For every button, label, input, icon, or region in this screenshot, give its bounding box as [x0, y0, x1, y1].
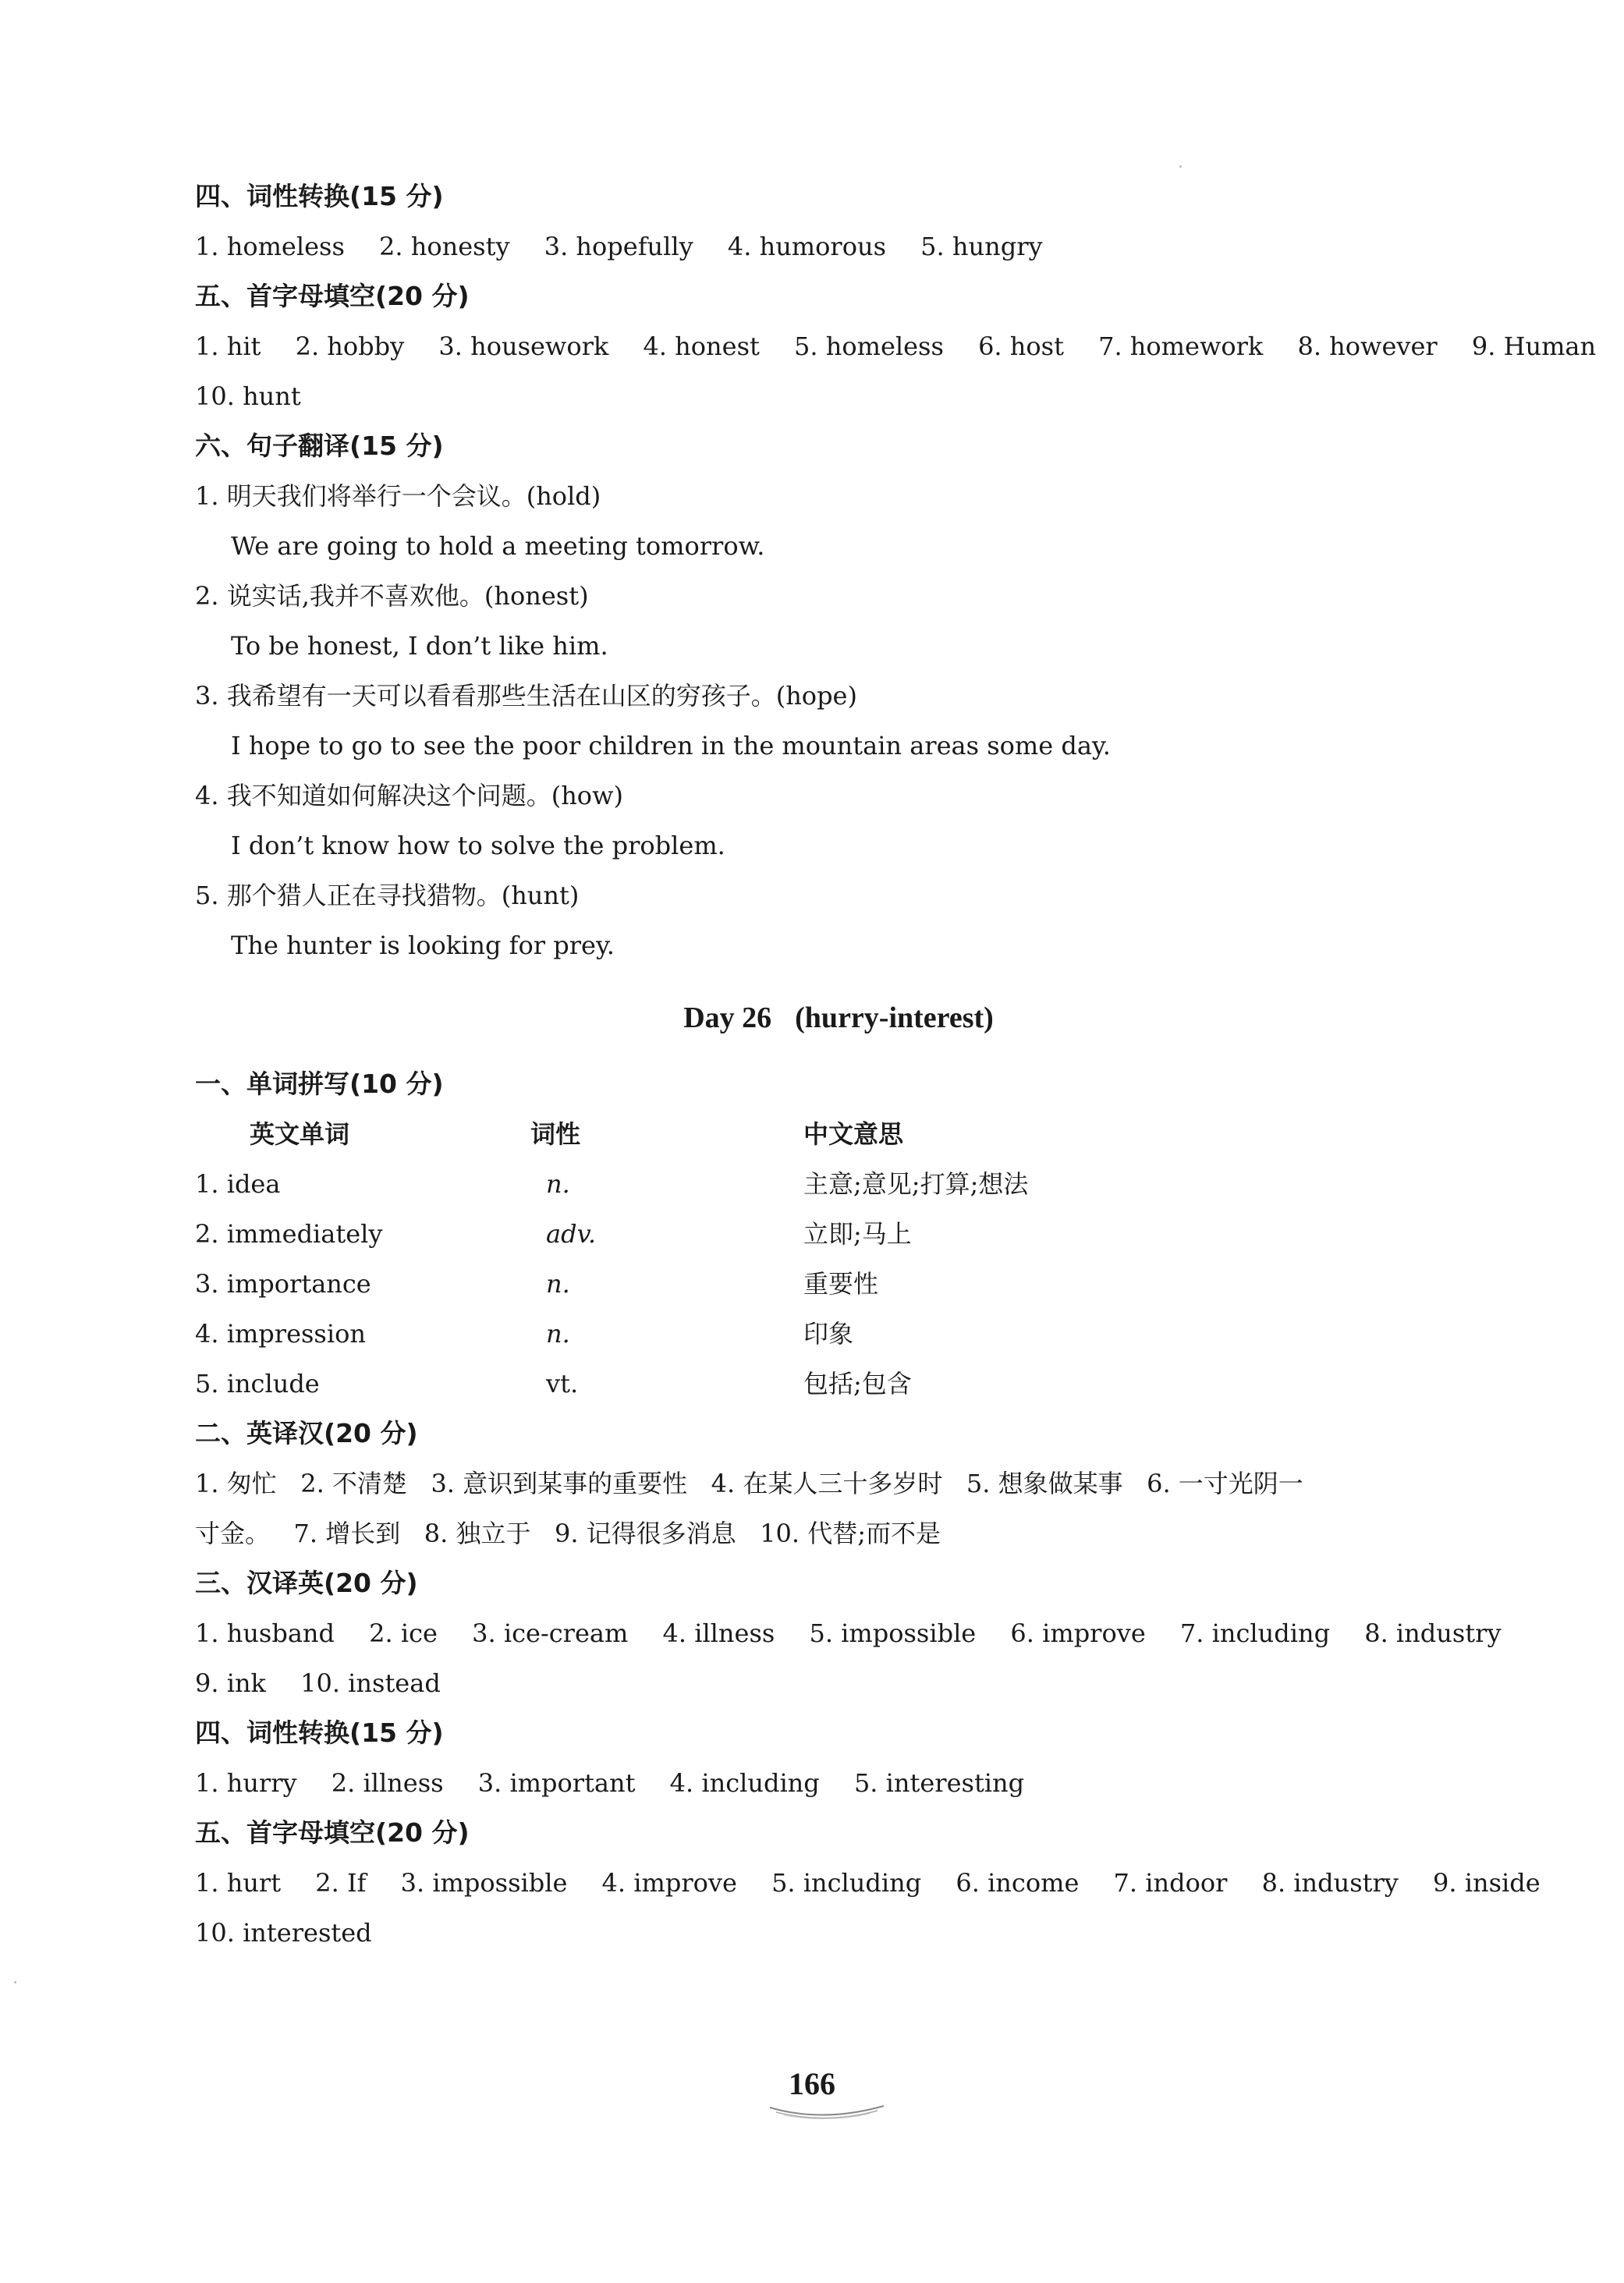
answer-item: 10. interested [195, 1918, 372, 1948]
translation-question: 3. 我希望有一天可以看看那些生活在山区的穷孩子。(hope) [195, 681, 857, 711]
answer-item: 2. honesty [379, 232, 510, 261]
answer-item: 6. income [956, 1868, 1080, 1898]
answer-item: 10. hunt [195, 381, 301, 411]
pos-cell: n. [546, 1319, 570, 1349]
translation-answer: The hunter is looking for prey. [231, 931, 615, 960]
section-heading-translation: 六、句子翻译(15 分) [195, 431, 444, 461]
answer-item: 4. illness [662, 1618, 775, 1648]
meaning-cell: 包括;包含 [803, 1369, 912, 1399]
answer-item: 5. impossible [809, 1618, 977, 1648]
answer-item: 9. inside [1433, 1868, 1541, 1898]
translation-entry [195, 771, 1482, 870]
translation-entry [195, 471, 1482, 571]
column-header-pos: 词性 [530, 1119, 581, 1149]
answer-item: 9. Human [1471, 331, 1597, 361]
day-title [195, 991, 1482, 1045]
vocabulary-table [195, 1109, 1482, 1409]
word-cell: 4. impression [195, 1319, 366, 1349]
vocabulary-table-header [195, 1109, 1482, 1159]
section-heading-cn-to-en: 三、汉译英(20 分) [195, 1568, 418, 1598]
answer-item: 1. homeless [195, 232, 345, 261]
answer-item: 8. industry [1364, 1618, 1502, 1648]
meaning-cell: 主意;意见;打算;想法 [803, 1169, 1029, 1199]
translation-question: 2. 说实话,我并不喜欢他。(honest) [195, 581, 589, 611]
answer-item: 4. humorous [727, 232, 886, 261]
meaning-cell: 立即;马上 [803, 1219, 912, 1249]
scan-speck [1179, 165, 1182, 168]
answer-item: 5. including [771, 1868, 922, 1898]
column-header-english: 英文单词 [250, 1119, 350, 1149]
answer-item: 4. honest [643, 331, 760, 361]
answer-item: 2. If [315, 1868, 367, 1898]
section-heading-initial-fill-top: 五、首字母填空(20 分) [195, 281, 470, 311]
answer-item: 1. hit [195, 331, 261, 361]
table-row [195, 1309, 1482, 1359]
page-number-swoosh-icon [768, 2103, 885, 2123]
word-form-answers [195, 1758, 1482, 1808]
day-label: Day 26 [683, 1001, 772, 1034]
section-heading-en-to-cn: 二、英译汉(20 分) [195, 1418, 418, 1448]
section-heading-spelling: 一、单词拼写(10 分) [195, 1069, 444, 1099]
answer-item: 2. ice [369, 1618, 438, 1648]
answer-item: 3. ice-cream [472, 1618, 629, 1648]
answer-item: 7. homework [1098, 331, 1264, 361]
en-to-cn-answers-line1: 1. 匆忙 2. 不清楚 3. 意识到某事的重要性 4. 在某人三十多岁时 5. 想象做某事 6. 一寸光阴一 [195, 1469, 1303, 1498]
initial-fill-answers-line2 [195, 1908, 1482, 1958]
day-range: (hurry-interest) [795, 1001, 994, 1034]
answer-item: 6. host [978, 331, 1064, 361]
pos-cell: n. [546, 1269, 570, 1299]
answer-item: 3. important [477, 1768, 636, 1798]
word-cell: 3. importance [195, 1269, 371, 1299]
translation-entry [195, 671, 1482, 771]
word-cell: 1. idea [195, 1169, 281, 1199]
section-heading-word-form: 四、词性转换(15 分) [195, 1718, 444, 1748]
answer-item: 1. hurt [195, 1868, 282, 1898]
en-to-cn-answers-line2: 寸金。 7. 增长到 8. 独立于 9. 记得很多消息 10. 代替;而不是 [195, 1519, 941, 1548]
page-number: 166 [789, 2066, 835, 2101]
table-row [195, 1259, 1482, 1309]
answer-item: 9. ink [195, 1668, 266, 1698]
scan-speck [14, 1981, 16, 1983]
answer-item: 10. instead [300, 1668, 441, 1698]
table-row [195, 1359, 1482, 1409]
translation-answer: To be honest, I don’t like him. [231, 631, 608, 661]
translation-answer: We are going to hold a meeting tomorrow. [231, 531, 765, 561]
answer-item: 5. interesting [853, 1768, 1025, 1798]
section-heading-word-form-top: 四、词性转换(15 分) [195, 181, 444, 211]
answer-key-page [195, 172, 1597, 1958]
translation-entry [195, 870, 1482, 970]
cn-to-en-answers [195, 1608, 1502, 1658]
answer-item: 1. husband [195, 1618, 335, 1648]
section-heading-initial-fill: 五、首字母填空(20 分) [195, 1817, 470, 1848]
answer-item: 3. impossible [400, 1868, 568, 1898]
answer-item: 8. industry [1261, 1868, 1399, 1898]
answer-item: 2. hobby [295, 331, 405, 361]
initial-fill-answers-top-line2 [195, 371, 1482, 421]
meaning-cell: 印象 [803, 1319, 854, 1349]
pos-cell: adv. [546, 1219, 597, 1249]
initial-fill-answers-top [195, 321, 1597, 371]
cn-to-en-answers-line2 [195, 1658, 1482, 1708]
pos-cell: n. [546, 1169, 570, 1199]
translation-question: 5. 那个猎人正在寻找猎物。(hunt) [195, 881, 580, 910]
answer-item: 2. illness [331, 1768, 444, 1798]
translation-answer: I hope to go to see the poor children in the mountain areas some day. [231, 731, 1111, 760]
translation-question: 1. 明天我们将举行一个会议。(hold) [195, 481, 601, 511]
answer-item: 5. hungry [920, 232, 1043, 261]
answer-item: 4. including [669, 1768, 820, 1798]
answer-item: 7. indoor [1113, 1868, 1228, 1898]
table-row [195, 1159, 1482, 1209]
answer-item: 4. improve [601, 1868, 737, 1898]
pos-cell: vt. [546, 1369, 579, 1399]
answer-item: 1. hurry [195, 1768, 297, 1798]
table-row [195, 1209, 1482, 1259]
translation-question: 4. 我不知道如何解决这个问题。(how) [195, 781, 623, 810]
answer-item: 7. including [1179, 1618, 1331, 1648]
answer-item: 3. housework [438, 331, 609, 361]
word-cell: 5. include [195, 1369, 320, 1399]
word-cell: 2. immediately [195, 1219, 383, 1249]
meaning-cell: 重要性 [803, 1269, 879, 1299]
answer-item: 3. hopefully [544, 232, 693, 261]
word-form-answers-top [195, 222, 1482, 271]
initial-fill-answers [195, 1858, 1541, 1908]
answer-item: 5. homeless [794, 331, 944, 361]
answer-item: 8. however [1297, 331, 1438, 361]
translation-answer: I don’t know how to solve the problem. [231, 831, 725, 860]
answer-item: 6. improve [1010, 1618, 1146, 1648]
translation-entry [195, 571, 1482, 671]
column-header-chinese: 中文意思 [803, 1119, 904, 1149]
